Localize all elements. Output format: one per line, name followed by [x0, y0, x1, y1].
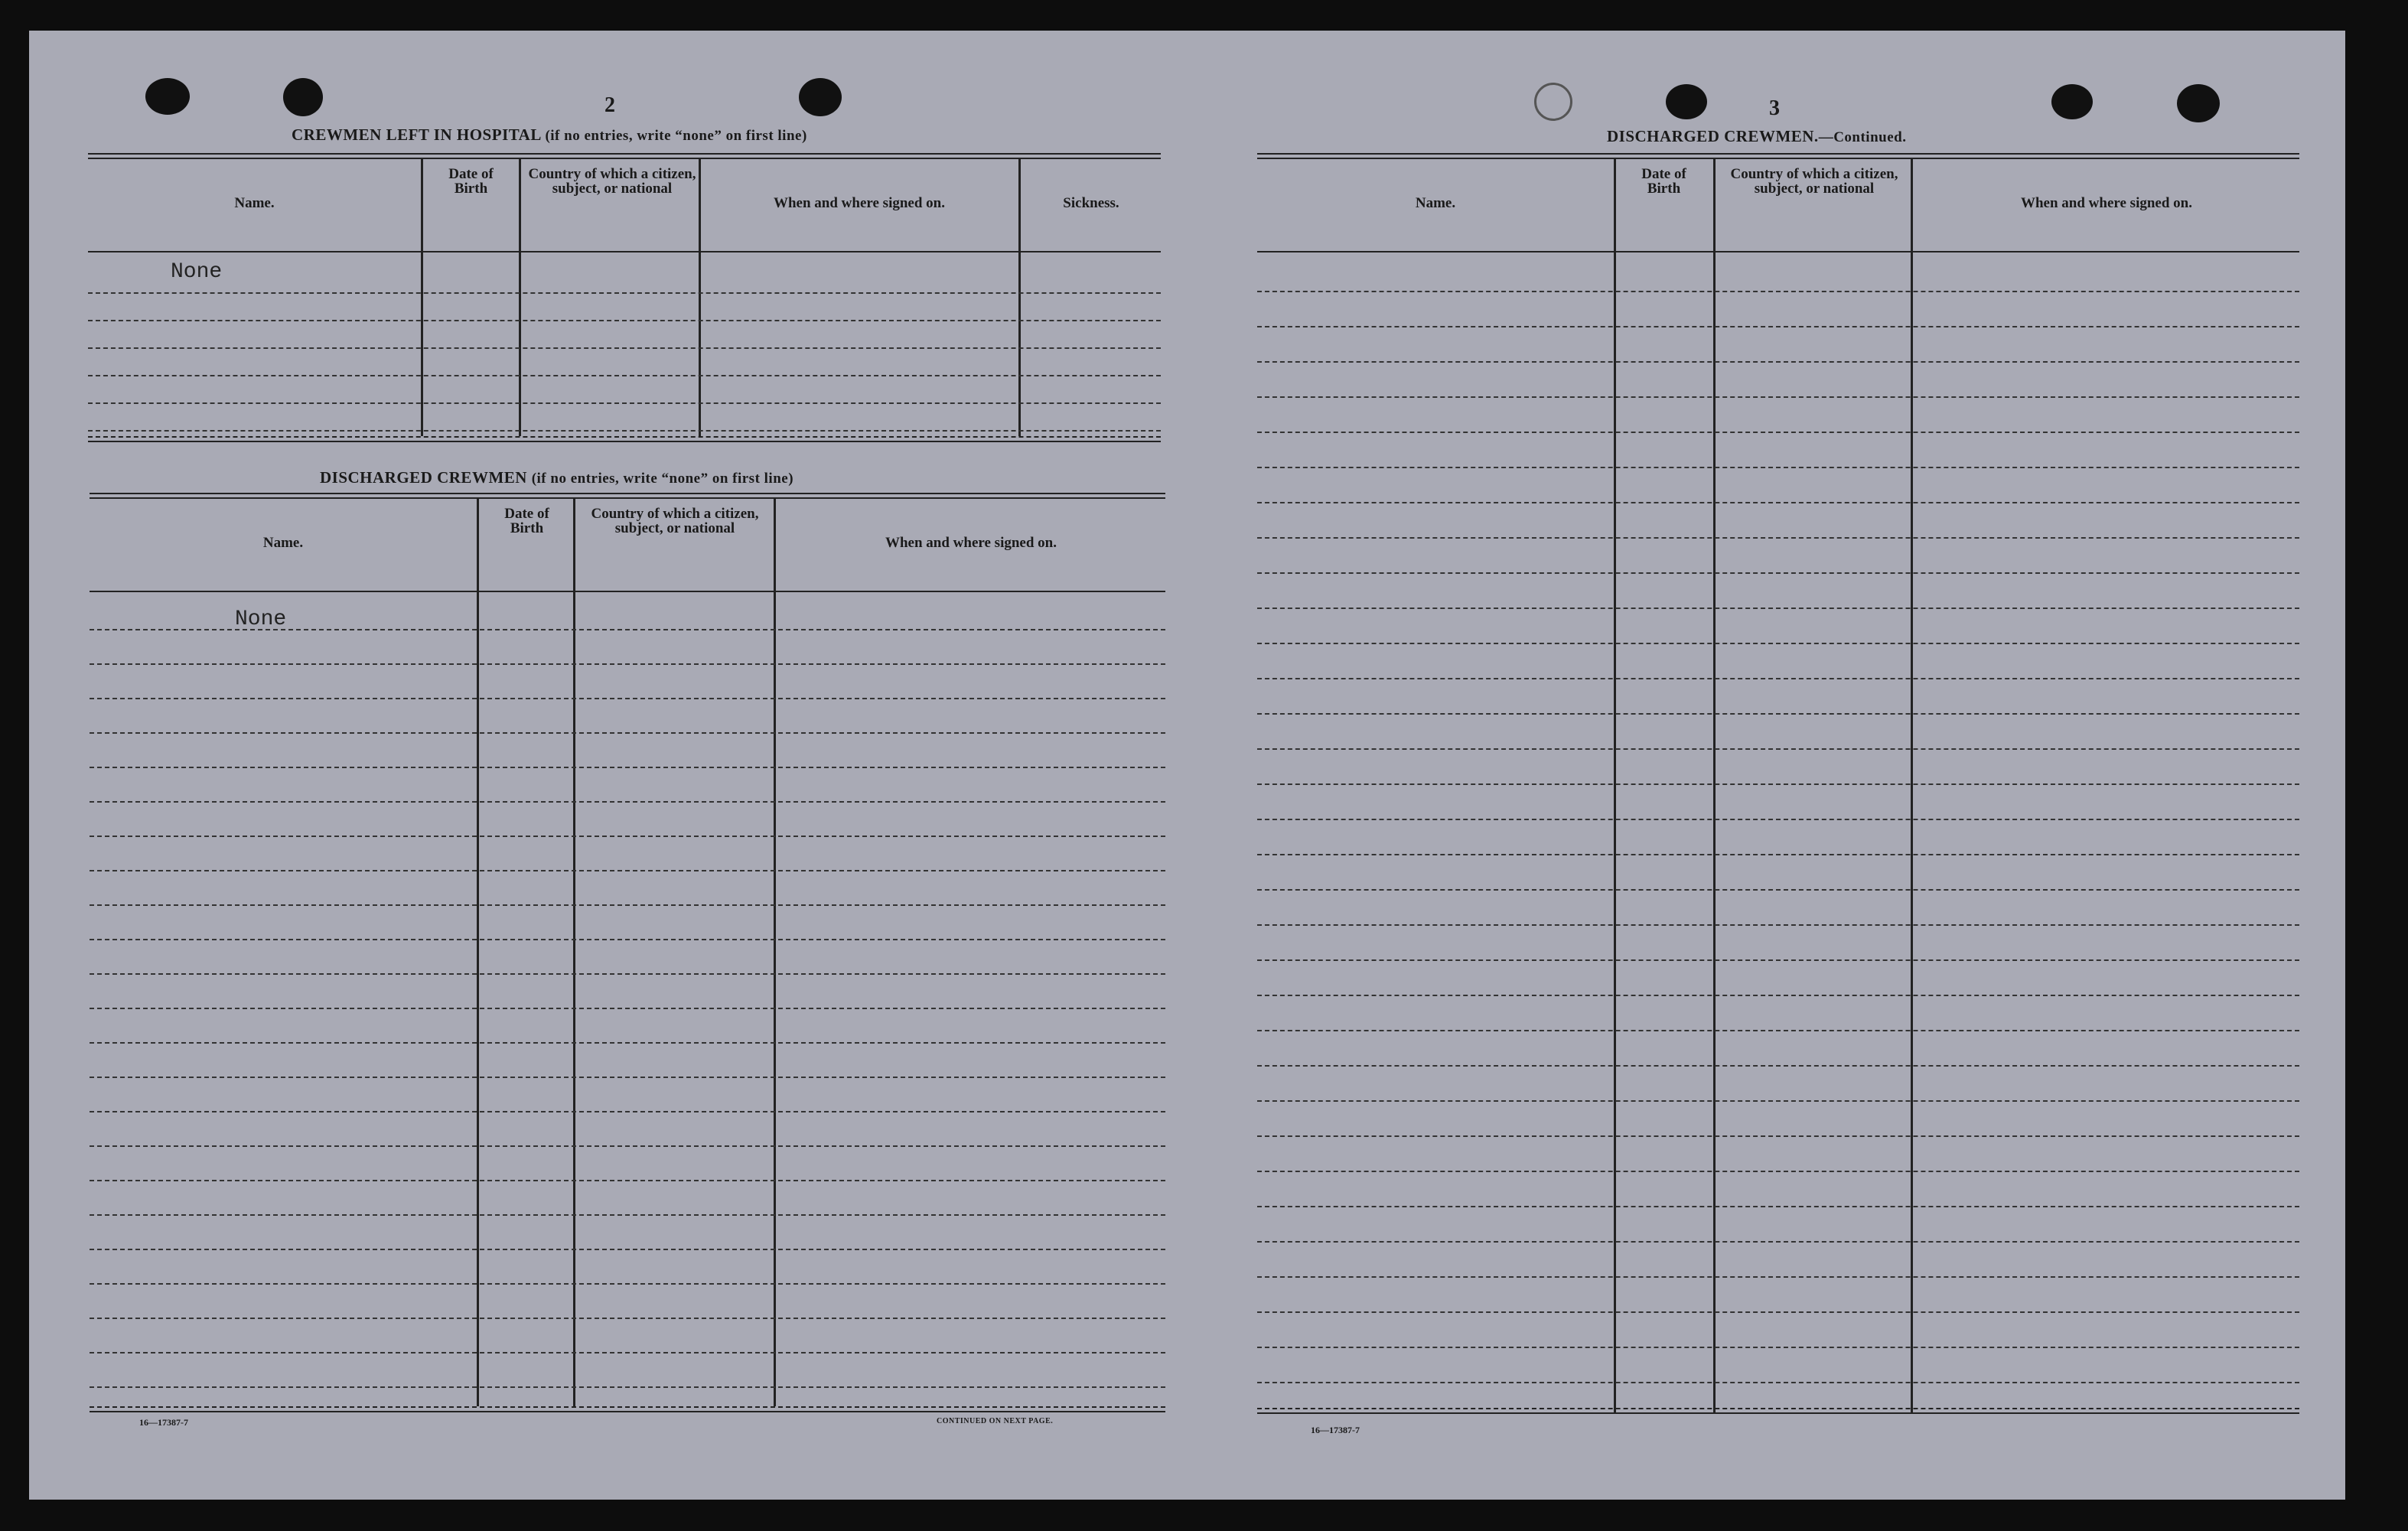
column-divider: [1911, 158, 1913, 1412]
entry-line: [1257, 748, 2299, 750]
form-number: 16—17387-7: [1311, 1425, 1360, 1435]
entry-line: [1257, 1347, 2299, 1348]
page-number: 2: [604, 93, 615, 117]
right-page: [1220, 31, 2345, 1500]
entry-line: [1257, 1206, 2299, 1207]
entry-line: [1257, 889, 2299, 891]
entry-line: [1257, 608, 2299, 609]
entry-line: [90, 1352, 1165, 1353]
entry-line: [1257, 819, 2299, 820]
punch-hole: [1666, 84, 1707, 119]
column-header-signed-on: When and where signed on.: [2020, 195, 2192, 211]
entry-line: [90, 836, 1165, 837]
discharged-title-note: (if no entries, write “none” on first line): [531, 471, 794, 487]
column-header-country: Country of which a citizen, subject, or national: [528, 166, 696, 197]
header-bottom-rule: [88, 251, 1161, 252]
entry-line: [1257, 1171, 2299, 1172]
entry-line: [88, 292, 1161, 294]
entry-line: [88, 402, 1161, 404]
entry-line: [1257, 1311, 2299, 1313]
entry-line: [88, 430, 1161, 432]
entry-line: [1257, 291, 2299, 292]
entry-line: [1257, 502, 2299, 503]
column-header-sickness: Sickness.: [1063, 195, 1119, 211]
entry-line: [1257, 1276, 2299, 1278]
column-header-country: Country of which a citizen, subject, or national: [1730, 166, 1898, 197]
punch-hole: [799, 78, 842, 116]
discharged-table: [90, 493, 1165, 1441]
column-divider: [573, 497, 575, 1406]
table-top-rule: [1257, 153, 2299, 159]
entry-line: [1257, 432, 2299, 433]
hospital-section-title: [292, 125, 807, 145]
page-number: 3: [1769, 96, 1780, 120]
entry-line: [1257, 537, 2299, 539]
entry-line: [90, 1318, 1165, 1319]
entry-line: [90, 801, 1165, 803]
continued-suffix: —Continued.: [1818, 129, 1907, 145]
entry-line: [90, 629, 1165, 630]
header-bottom-rule: [90, 591, 1165, 592]
entry-line: [1257, 1100, 2299, 1102]
column-header-date-of-birth: Date of Birth: [1641, 166, 1686, 197]
column-header-date-of-birth: Date of Birth: [448, 166, 494, 197]
entry-line: [1257, 1065, 2299, 1067]
column-divider: [477, 497, 479, 1406]
entry-line: [1257, 854, 2299, 855]
entry-line: [1257, 1241, 2299, 1243]
column-header-name: Name.: [262, 535, 304, 551]
entry-line: [1257, 924, 2299, 926]
punch-hole-outline: [1534, 83, 1572, 121]
column-divider: [519, 158, 521, 436]
column-header-country: Country of which a citizen, subject, or national: [591, 506, 759, 536]
column-header-date-of-birth: Date of Birth: [504, 506, 549, 536]
column-divider: [699, 158, 701, 436]
entry-line: [1257, 713, 2299, 715]
entry-line: [90, 1386, 1165, 1388]
entry-line: [1257, 572, 2299, 574]
hospital-title-text: CREWMEN LEFT IN HOSPITAL: [292, 125, 541, 144]
left-page: [29, 31, 1220, 1500]
entry-line: [90, 767, 1165, 768]
entry-line: [90, 1145, 1165, 1147]
discharged-continued-table: [1257, 153, 2299, 1446]
entry-line: [1257, 1135, 2299, 1137]
header-bottom-rule: [1257, 251, 2299, 252]
column-header-signed-on: When and where signed on.: [773, 195, 945, 211]
entry-line: [88, 320, 1161, 321]
column-divider: [1614, 158, 1616, 1412]
discharged-continued-title: [1607, 127, 1906, 146]
entry-line: [1257, 396, 2299, 398]
entry-line: [1257, 361, 2299, 363]
entry-line: [1257, 678, 2299, 679]
punch-hole: [283, 78, 323, 116]
hospital-table: [88, 153, 1161, 471]
column-divider: [1018, 158, 1021, 436]
entry-line: [90, 1249, 1165, 1250]
entry-line: [90, 1283, 1165, 1285]
table-bottom-rule: [88, 436, 1161, 442]
entry-line: [1257, 783, 2299, 785]
entry-line: [90, 1008, 1165, 1009]
entry-line: [90, 1077, 1165, 1078]
entry-line: [90, 1180, 1165, 1181]
table-top-rule: [90, 493, 1165, 499]
entry-line: [90, 698, 1165, 699]
entry-line: [90, 663, 1165, 665]
entry-line: [1257, 467, 2299, 468]
entry-line: [1257, 1382, 2299, 1383]
column-divider: [1713, 158, 1716, 1412]
punch-hole: [145, 78, 190, 115]
entry-line: [90, 1214, 1165, 1216]
discharged-title-text: DISCHARGED CREWMEN: [320, 468, 527, 487]
continued-note: CONTINUED ON NEXT PAGE.: [937, 1417, 1054, 1425]
entry-line: [88, 375, 1161, 376]
entry-line: [90, 1042, 1165, 1044]
column-header-name: Name.: [1415, 195, 1456, 211]
column-divider: [774, 497, 776, 1406]
column-header-name: Name.: [234, 195, 275, 211]
entry-line: [90, 939, 1165, 940]
punch-hole: [2051, 84, 2093, 119]
entry-line: [88, 347, 1161, 349]
table-bottom-rule: [1257, 1408, 2299, 1414]
column-header-signed-on: When and where signed on.: [885, 535, 1057, 551]
column-divider: [421, 158, 423, 436]
discharged-continued-title-text: DISCHARGED CREWMEN.: [1607, 127, 1819, 145]
punch-hole: [2177, 84, 2220, 122]
table-top-rule: [88, 153, 1161, 159]
entry-line: [90, 732, 1165, 734]
hospital-title-note: (if no entries, write “none” on first line): [545, 128, 807, 144]
discharged-first-entry: None: [235, 608, 287, 631]
discharged-section-title: [320, 468, 793, 487]
form-number: 16—17387-7: [139, 1417, 188, 1428]
entry-line: [1257, 326, 2299, 327]
entry-line: [90, 1111, 1165, 1112]
entry-line: [1257, 1030, 2299, 1031]
hospital-first-entry: None: [171, 260, 223, 284]
entry-line: [90, 973, 1165, 975]
table-bottom-rule: [90, 1406, 1165, 1412]
entry-line: [90, 870, 1165, 871]
entry-line: [1257, 643, 2299, 644]
entry-line: [1257, 995, 2299, 996]
entry-line: [90, 904, 1165, 906]
entry-line: [1257, 959, 2299, 961]
